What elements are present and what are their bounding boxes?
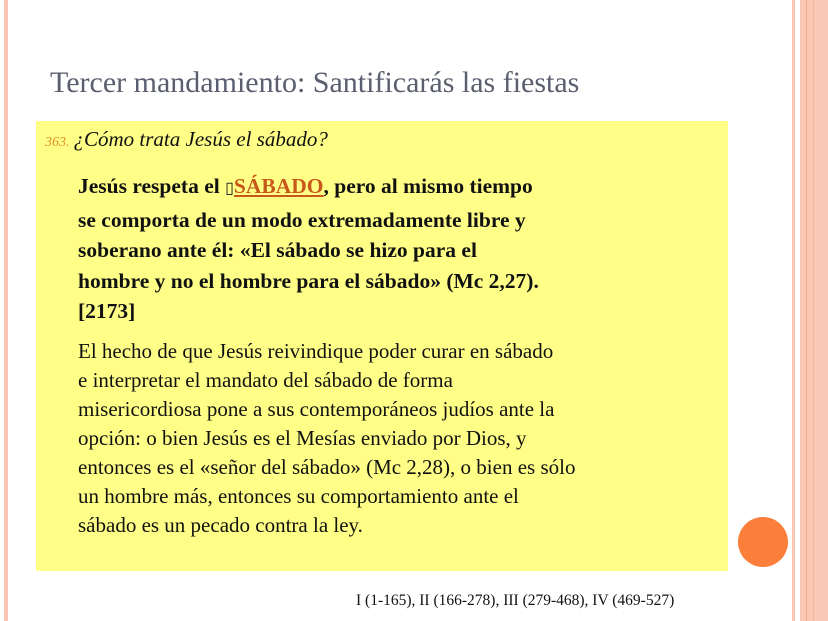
right-border-band-decoration xyxy=(800,0,828,621)
answer-summary-line: [2173] xyxy=(78,299,136,323)
footer-part-ranges: I (1-165), II (166-278), III (279-468), IV (469-527) xyxy=(356,592,675,609)
question-number: 363. xyxy=(45,135,70,150)
border-stripe xyxy=(813,0,814,621)
question-heading xyxy=(45,127,328,152)
left-border-decoration xyxy=(4,0,8,621)
border-stripe xyxy=(806,0,807,621)
answer-body-line: entonces es el «señor del sábado» (Mc 2,28), o bien es sólo xyxy=(78,455,576,479)
answer-summary-line: hombre y no el hombre para el sábado» (Mc 2,27). xyxy=(78,268,539,293)
answer-prefix: Jesús respeta el xyxy=(78,174,226,198)
answer-summary-line xyxy=(78,171,718,205)
answer-body-line: un hombre más, entonces su comportamiento ante el xyxy=(78,484,519,508)
answer-body xyxy=(78,337,728,540)
orange-circle-decoration xyxy=(738,517,788,567)
answer-body-line: misericordiosa pone a sus contemporáneos judíos ante la xyxy=(78,397,555,421)
answer-body-line: e interpretar el mandato del sábado de forma xyxy=(78,368,453,392)
slide-title: Tercer mandamiento: Santificarás las fiestas xyxy=(50,66,580,99)
answer-body-line: El hecho de que Jesús reivindique poder curar en sábado xyxy=(78,339,554,363)
answer-summary-line: soberano ante él: «El sábado se hizo para el xyxy=(78,238,477,262)
question-text: ¿Cómo trata Jesús el sábado? xyxy=(73,127,328,151)
content-box xyxy=(36,121,728,571)
sabado-link[interactable]: SÁBADO xyxy=(233,174,324,198)
missing-glyph-icon: ▯ xyxy=(225,180,234,197)
answer-line1-suffix: , pero al mismo tiempo xyxy=(323,174,533,198)
answer-body-line: sábado es un pecado contra la ley. xyxy=(78,513,363,537)
answer-summary xyxy=(78,171,718,327)
answer-body-line: opción: o bien Jesús es el Mesías enviado por Dios, y xyxy=(78,426,527,450)
right-border-thin-decoration xyxy=(792,0,795,621)
answer-summary-line: se comporta de un modo extremadamente libre y xyxy=(78,207,526,232)
